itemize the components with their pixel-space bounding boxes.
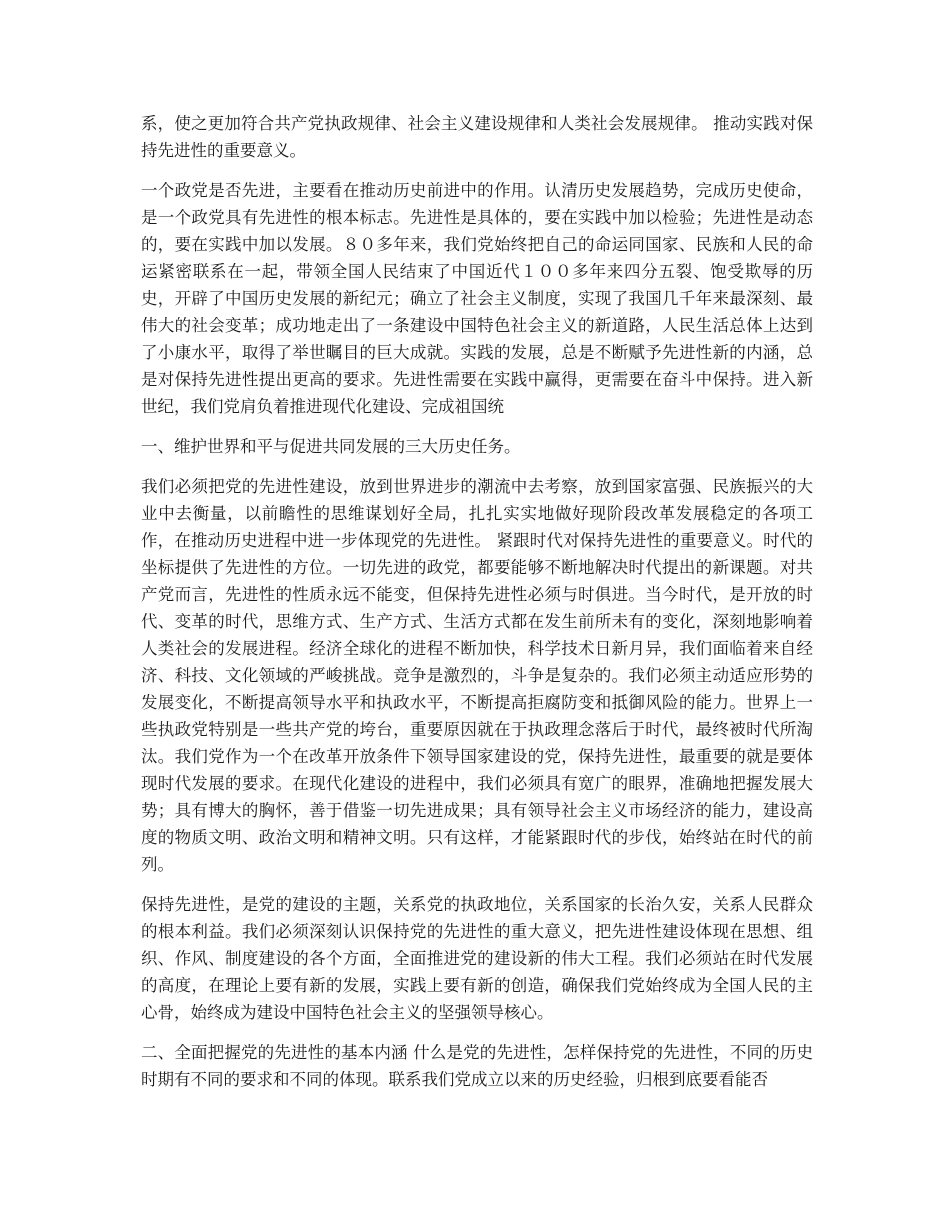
document-page <box>141 110 813 1106</box>
paragraph-world-progress: 我们必须把党的先进性建设，放到世界进步的潮流中去考察，放到国家富强、民族振兴的大业中去衡量，以前瞻性的思维谋划好全局，扎扎实实地做好现阶段改革发展稳定的各项工作，在推动历史进程中进一步体现党的先进性。 紧跟时代对保持先进性的重要意义。时代的坐标提供了先进性的方位。一切先进的政党，都要能够不断地解决时代提出的新课题。对共产党而言，先进性的性质永远不能变，但保持先进性必须与时俱进。当今时代，是开放的时代、变革的时代，思维方式、生产方式、生活方式都在发生前所未有的变化，深刻地影响着人类社会的发展进程。经济全球化的进程不断加快，科学技术日新月异，我们面临着来自经济、科技、文化领域的严峻挑战。竞争是激烈的，斗争是复杂的。我们必须主动适应形势的发展变化，不断提高领导水平和执政水平，不断提高拒腐防变和抵御风险的能力。世界上一些执政党特别是一些共产党的垮台，重要原因就在于执政理念落后于时代，最终被时代所淘汰。我们党作为一个在改革开放条件下领导国家建设的党，保持先进性，最重要的就是要体现时代发展的要求。在现代化建设的进程中，我们必须具有宽广的眼界，准确地把握发展大势；具有博大的胸怀，善于借鉴一切先进成果；具有领导社会主义市场经济的能力，建设高度的物质文明、政治文明和精神文明。只有这样，才能紧跟时代的步伐，始终站在时代的前列。 <box>141 477 813 874</box>
paragraph-intro-continuation: 系，使之更加符合共产党执政规律、社会主义建设规律和人类社会发展规律。 推动实践对保持先进性的重要意义。 <box>141 114 813 160</box>
section-heading-two: 二、全面把握党的先进性的基本内涵 什么是党的先进性，怎样保持党的先进性，不同的历史时期有不同的要求和不同的体现。联系我们党成立以来的历史经验，归根到底要看能否 <box>141 1043 813 1089</box>
paragraph-party-advancement: 一个政党是否先进，主要看在推动历史前进中的作用。认清历史发展趋势，完成历史使命，是一个政党具有先进性的根本标志。先进性是具体的，要在实践中加以检验；先进性是动态的，要在实践中加以发展。８０多年来，我们党始终把自己的命运同国家、民族和人民的命运紧密联系在一起，带领全国人民结束了中国近代１００多年来四分五裂、饱受欺辱的历史，开辟了中国历史发展的新纪元；确立了社会主义制度，实现了我国几千年来最深刻、最伟大的社会变革；成功地走出了一条建设中国特色社会主义的新道路，人民生活总体上达到了小康水平，取得了举世瞩目的巨大成就。实践的发展，总是不断赋予先进性新的内涵，总是对保持先进性提出更高的要求。先进性需要在实践中赢得，更需要在奋斗中保持。进入新世纪，我们党肩负着推进现代化建设、完成祖国统 <box>141 181 813 416</box>
section-heading-one: 一、维护世界和平与促进共同发展的三大历史任务。 <box>141 437 521 456</box>
paragraph-keep-advancement: 保持先进性，是党的建设的主题，关系党的执政地位，关系国家的长治久安，关系人民群众的根本利益。我们必须深刻认识保持党的先进性的重大意义，把先进性建设体现在思想、组织、作风、制度建设的各个方面，全面推进党的建设新的伟大工程。我们必须站在时代发展的高度，在理论上要有新的发展，实践上要有新的创造，确保我们党始终成为全国人民的主心骨，始终成为建设中国特色社会主义的坚强领导核心。 <box>141 895 813 1022</box>
